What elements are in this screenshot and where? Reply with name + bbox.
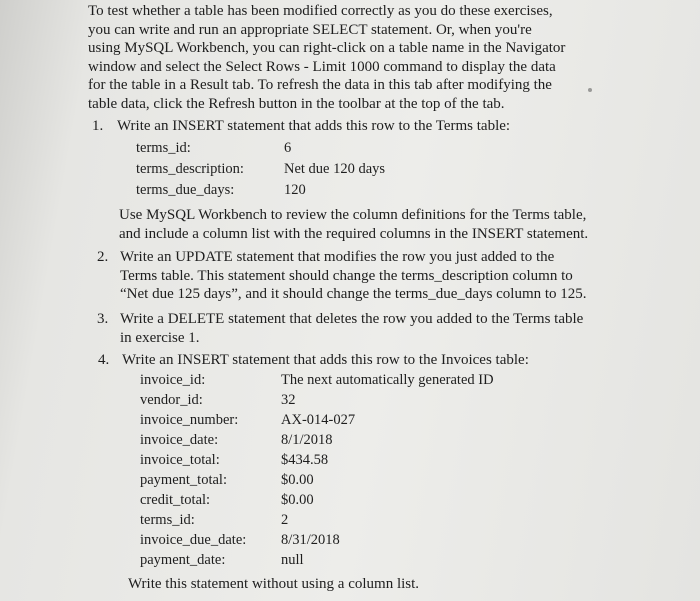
field-key: credit_total: xyxy=(140,492,211,508)
intro-line: To test whether a table has been modified correctly as you do these exercises, xyxy=(88,3,553,19)
intro-paragraph xyxy=(88,2,648,114)
field-value: AX-014-027 xyxy=(281,412,356,428)
field-value: Net due 120 days xyxy=(284,161,386,177)
exercise-line: Terms table. This statement should change the terms_description column to xyxy=(120,267,573,284)
field-key: terms_due_days: xyxy=(136,182,235,198)
field-key: invoice_number: xyxy=(140,412,239,428)
exercise-3-number: 3. xyxy=(97,311,109,327)
note-line: and include a column list with the required columns in the INSERT statement. xyxy=(119,225,589,242)
exercise-4-fields xyxy=(140,371,540,571)
field-value: The next automatically generated ID xyxy=(281,372,494,388)
field-value: $0.00 xyxy=(281,492,314,508)
exercise-1-fields xyxy=(136,139,436,199)
exercise-4-note: Write this statement without using a column list. xyxy=(128,576,420,592)
field-key: payment_total: xyxy=(140,472,227,488)
exercise-1-note xyxy=(119,206,588,243)
field-key: vendor_id: xyxy=(140,392,203,408)
field-key: invoice_total: xyxy=(140,452,220,468)
exercise-line: Write a DELETE statement that deletes the row you added to the Terms table xyxy=(120,311,584,327)
field-value: 8/31/2018 xyxy=(281,532,340,548)
note-line: Use MySQL Workbench to review the column definitions for the Terms table, xyxy=(119,207,587,223)
exercise-3-text xyxy=(120,310,583,347)
field-key: terms_id: xyxy=(136,140,191,156)
field-key: payment_date: xyxy=(140,552,226,568)
paper-speck xyxy=(588,88,592,92)
field-value: 32 xyxy=(281,392,296,408)
exercise-2-number: 2. xyxy=(97,249,109,265)
field-value: $0.00 xyxy=(281,472,314,488)
exercise-line: in exercise 1. xyxy=(120,329,200,346)
exercise-4-text: Write an INSERT statement that adds this row to the Invoices table: xyxy=(122,352,529,368)
field-value: $434.58 xyxy=(281,452,329,468)
field-key: terms_description: xyxy=(136,161,244,177)
field-value: 6 xyxy=(284,140,292,156)
field-value: 8/1/2018 xyxy=(281,432,333,448)
field-value: null xyxy=(281,552,304,568)
exercise-1-number: 1. xyxy=(92,118,104,134)
exercise-2-text xyxy=(120,248,587,304)
field-key: invoice_date: xyxy=(140,432,219,448)
field-value: 2 xyxy=(281,512,289,528)
intro-line: for the table in a Result tab. To refresh the data in this tab after modifying the xyxy=(88,77,552,94)
field-value: 120 xyxy=(284,182,306,198)
exercise-line: “Net due 125 days”, and it should change the terms_due_days column to 125. xyxy=(120,286,587,303)
exercise-4-number: 4. xyxy=(98,352,110,368)
exercise-1-text: Write an INSERT statement that adds this row to the Terms table: xyxy=(117,118,511,134)
field-key: invoice_id: xyxy=(140,372,206,388)
field-key: terms_id: xyxy=(140,512,195,528)
intro-line: window and select the Select Rows - Limit 1000 command to display the data xyxy=(88,58,556,75)
exercise-line: Write an UPDATE statement that modifies the row you just added to the xyxy=(120,249,555,265)
intro-line: you can write and run an appropriate SELECT statement. Or, when you're xyxy=(88,21,532,38)
intro-line: using MySQL Workbench, you can right-click on a table name in the Navigator xyxy=(88,40,566,57)
intro-line: table data, click the Refresh button in the toolbar at the top of the tab. xyxy=(88,95,505,112)
field-key: invoice_due_date: xyxy=(140,532,247,548)
